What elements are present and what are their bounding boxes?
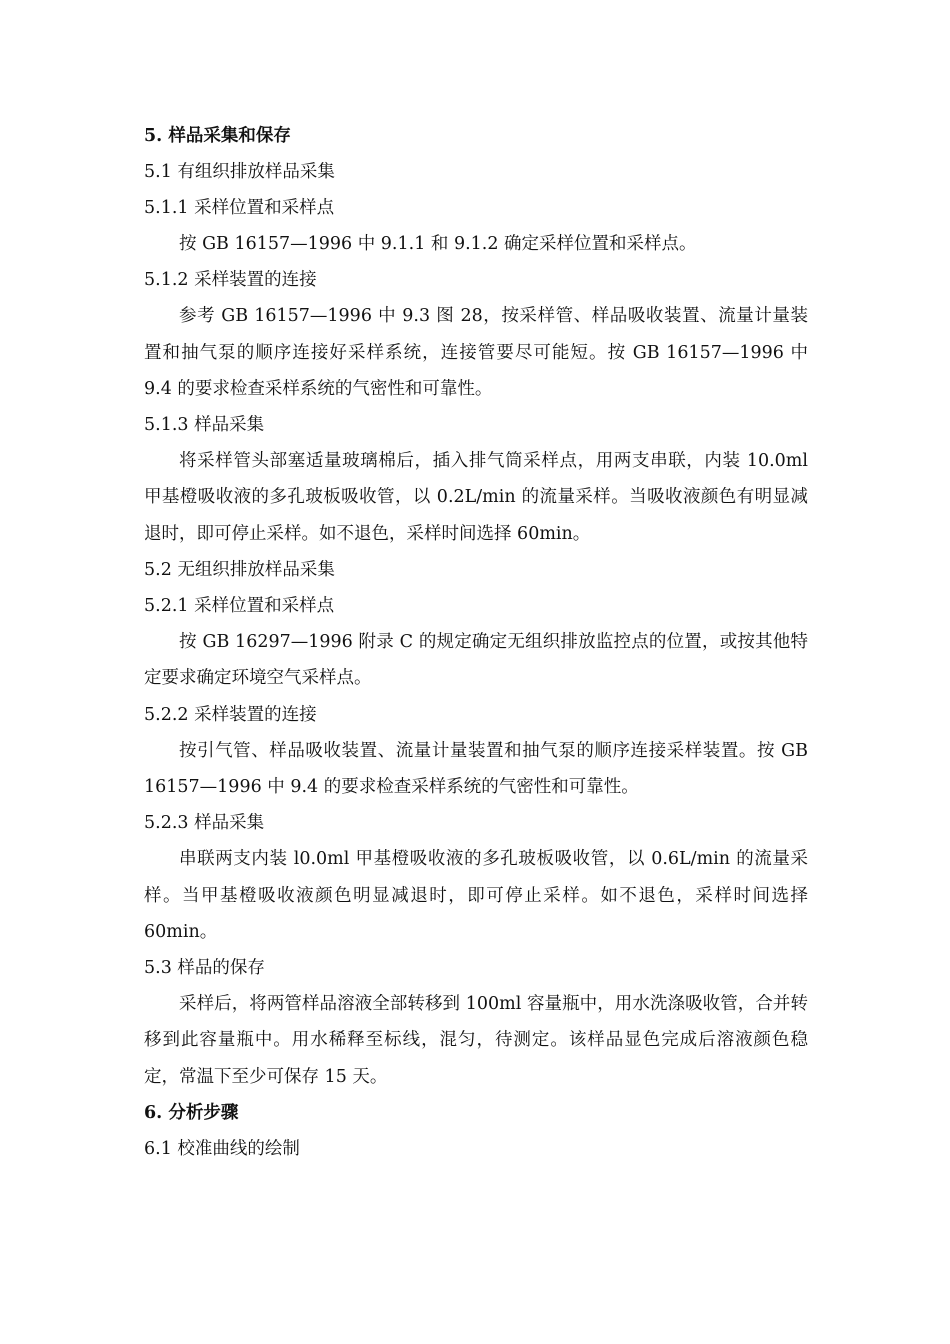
subsubsection-heading: 5.1.1 采样位置和采样点 (144, 198, 335, 218)
subsubsection-heading: 5.2.1 采样位置和采样点 (144, 596, 335, 617)
paragraph: 按 GB 16297—1996 附录 C 的规定确定无组织排放监控点的位置，或按其他特定要求确定环境空气采样点。 (144, 632, 808, 689)
subsection-heading: 6.1 校准曲线的绘制 (144, 1139, 300, 1160)
subsubsection-heading: 5.2.2 采样装置的连接 (144, 704, 317, 725)
paragraph: 采样后，将两管样品溶液全部转移到 100ml 容量瓶中，用水洗涤吸收管，合并转移到此容量瓶中。用水稀释至标线，混匀，待测定。该样品显色完成后溶液颜色稳定，常温下至少可保存 15 天。 (144, 994, 808, 1087)
paragraph: 参考 GB 16157—1996 中 9.3 图 28，按采样管、样品吸收装置、流量计量装置和抽气泵的顺序连接好采样系统，连接管要尽可能短。按 GB 16157—1996 中 9.4 的要求检查采样系统的气密性和可靠性。 (144, 306, 808, 399)
subsubsection-heading: 5.2.3 样品采集 (144, 813, 265, 834)
section-heading: 6. 分析步骤 (144, 1103, 239, 1124)
subsection-heading: 5.2 无组织排放样品采集 (144, 560, 335, 581)
paragraph: 将采样管头部塞适量玻璃棉后，插入排气筒采样点，用两支串联，内装 10.0ml 甲基橙吸收液的多孔玻板吸收管，以 0.2L/min 的流量采样。当吸收液颜色有明显减退时，即可停止采样。如不退色，采样时间选择 60min。 (144, 451, 808, 544)
paragraph: 串联两支内装 l0.0ml 甲基橙吸收液的多孔玻板吸收管，以 0.6L/min 的流量采 样。当甲基橙吸收液颜色明显减退时，即可停止采样。如不退色，采样时间选择 60min。 (144, 849, 808, 942)
section-heading: 5. 样品采集和保存 (144, 126, 291, 146)
subsection-heading: 5.3 样品的保存 (144, 958, 265, 979)
subsubsection-heading: 5.1.3 样品采集 (144, 415, 265, 436)
document-page (144, 118, 808, 1167)
paragraph: 按引气管、样品吸收装置、流量计量装置和抽气泵的顺序连接采样装置。按 GB 16157—1996 中 9.4 的要求检查采样系统的气密性和可靠性。 (144, 740, 808, 797)
subsection-heading: 5.1 有组织排放样品采集 (144, 162, 335, 182)
paragraph: 按 GB 16157—1996 中 9.1.1 和 9.1.2 确定采样位置和采样点。 (179, 234, 697, 254)
subsubsection-heading: 5.1.2 采样装置的连接 (144, 270, 317, 291)
